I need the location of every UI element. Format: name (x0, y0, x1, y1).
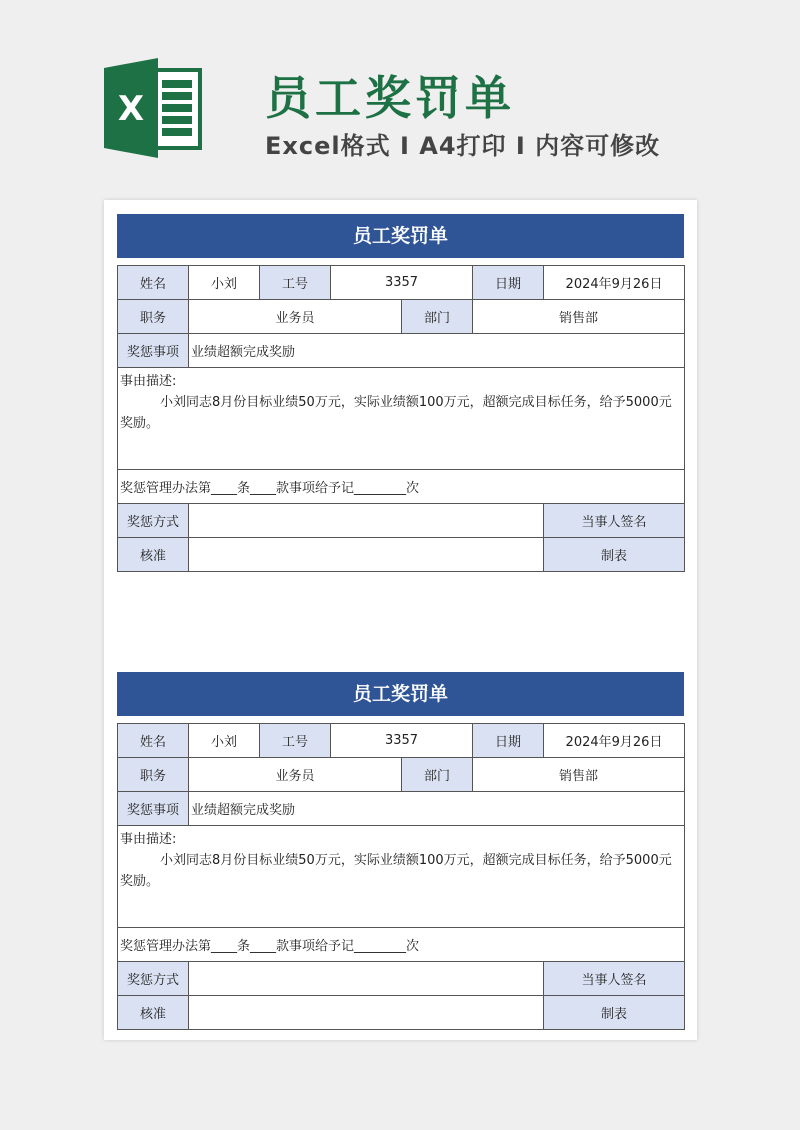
method-label: 奖惩方式 (118, 962, 189, 996)
approve-field[interactable] (189, 538, 544, 572)
description-field[interactable] (118, 368, 685, 470)
approve-label: 核准 (118, 996, 189, 1030)
date-label: 日期 (473, 266, 544, 300)
approve-field[interactable] (189, 996, 544, 1030)
matter-field[interactable]: 业绩超额完成奖励 (189, 792, 685, 826)
approve-label: 核准 (118, 538, 189, 572)
department-field[interactable]: 销售部 (473, 300, 685, 334)
position-label: 职务 (118, 300, 189, 334)
signature-label: 当事人签名 (544, 962, 685, 996)
svg-text:X: X (117, 89, 145, 129)
department-label: 部门 (402, 300, 473, 334)
name-field[interactable]: 小刘 (189, 266, 260, 300)
position-field[interactable]: 业务员 (189, 758, 402, 792)
maker-label: 制表 (544, 538, 685, 572)
method-label: 奖惩方式 (118, 504, 189, 538)
department-label: 部门 (402, 758, 473, 792)
name-label: 姓名 (118, 724, 189, 758)
name-field[interactable]: 小刘 (189, 724, 260, 758)
page-title: 员工奖罚单 (265, 71, 515, 125)
rule-field[interactable]: 奖惩管理办法第____条____款事项给予记________次 (118, 928, 685, 962)
maker-label: 制表 (544, 996, 685, 1030)
matter-label: 奖惩事项 (118, 334, 189, 368)
description-field[interactable] (118, 826, 685, 928)
date-field[interactable]: 2024年9月26日 (544, 266, 685, 300)
employee-id-field[interactable]: 3357 (331, 724, 473, 758)
position-label: 职务 (118, 758, 189, 792)
matter-label: 奖惩事项 (118, 792, 189, 826)
form-table (117, 265, 685, 572)
description-label: 事由描述: (120, 374, 177, 389)
description-label: 事由描述: (120, 832, 177, 847)
description-text: 小刘同志8月份目标业绩50万元，实际业绩额100万元，超额完成目标任务，给予5000元奖励。 (120, 395, 672, 431)
reward-penalty-form (117, 672, 684, 1030)
position-field[interactable]: 业务员 (189, 300, 402, 334)
method-field[interactable] (189, 962, 544, 996)
employee-id-field[interactable]: 3357 (331, 266, 473, 300)
matter-field[interactable]: 业绩超额完成奖励 (189, 334, 685, 368)
form-table (117, 723, 685, 1030)
reward-penalty-form (117, 214, 684, 572)
signature-label: 当事人签名 (544, 504, 685, 538)
excel-logo-icon (104, 58, 204, 158)
department-field[interactable]: 销售部 (473, 758, 685, 792)
form-title: 员工奖罚单 (117, 214, 684, 258)
employee-id-label: 工号 (260, 266, 331, 300)
description-text: 小刘同志8月份目标业绩50万元，实际业绩额100万元，超额完成目标任务，给予5000元奖励。 (120, 853, 672, 889)
name-label: 姓名 (118, 266, 189, 300)
method-field[interactable] (189, 504, 544, 538)
rule-field[interactable]: 奖惩管理办法第____条____款事项给予记________次 (118, 470, 685, 504)
page-subtitle: Excel格式 I A4打印 I 内容可修改 (265, 132, 661, 160)
date-field[interactable]: 2024年9月26日 (544, 724, 685, 758)
date-label: 日期 (473, 724, 544, 758)
employee-id-label: 工号 (260, 724, 331, 758)
form-title: 员工奖罚单 (117, 672, 684, 716)
